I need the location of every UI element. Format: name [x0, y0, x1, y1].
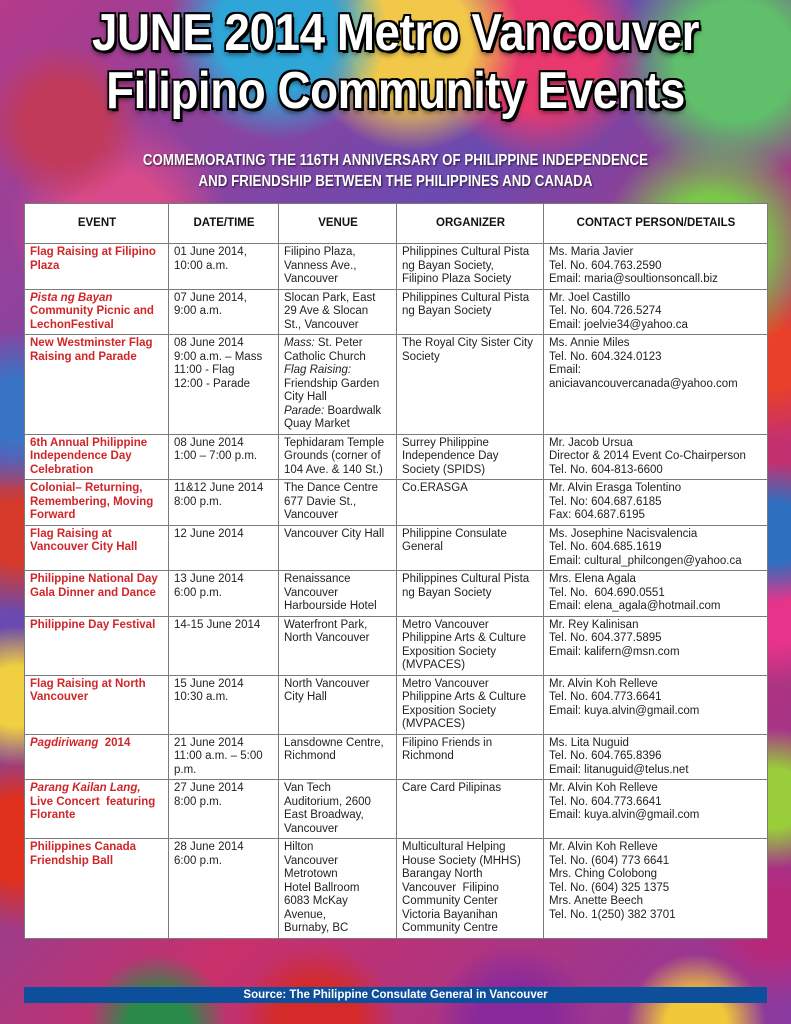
event-name-line: Celebration: [30, 463, 94, 476]
date-time-line: 12 June 2014: [174, 527, 244, 540]
title-line-1: JUNE 2014 Metro Vancouver: [91, 4, 700, 62]
table-body: [25, 244, 768, 939]
venue-label: Parade:: [284, 404, 325, 417]
contact-cell: [544, 335, 768, 435]
date-time-line: 14-15 June 2014: [174, 618, 261, 631]
table-row: [25, 675, 768, 734]
venue-cell: [279, 780, 397, 839]
contact-cell: [544, 616, 768, 675]
contact-cell: [544, 734, 768, 780]
contact-line: Mr. Joel Castillo: [549, 291, 631, 304]
contact-cell: [544, 525, 768, 571]
venue-text: Friendship Garden: [284, 377, 380, 390]
organizer-line: Society (SPIDS): [402, 463, 486, 476]
event-name-line: Vancouver City Hall: [30, 541, 138, 553]
venue-cell: [279, 675, 397, 734]
date-time-cell: [169, 780, 279, 839]
date-time-line: 10:30 a.m.: [174, 691, 229, 703]
event-name-cell: [25, 525, 169, 571]
contact-cell: [544, 434, 768, 480]
venue-cell: [279, 244, 397, 290]
title-line-2: Filipino Community Events: [106, 62, 685, 120]
event-name-line: 6th Annual Philippine: [30, 436, 148, 449]
venue-line: Van Tech: [284, 782, 331, 794]
organizer-line: Victoria Bayanihan: [402, 908, 498, 921]
table-row: [25, 480, 768, 526]
contact-line: Mrs. Elena Agala: [549, 573, 636, 585]
organizer-cell: [397, 616, 544, 675]
table-row: [25, 734, 768, 780]
date-time-line: 11:00 - Flag: [174, 364, 235, 376]
venue-line: Hilton: [284, 841, 314, 853]
contact-line: Tel. No. 604.765.8396: [549, 750, 662, 762]
contact-line: Ms. Lita Nuguid: [549, 736, 629, 749]
organizer-line: Philippine Consulate: [402, 527, 507, 540]
event-name-cell: [25, 839, 169, 939]
contact-line: Email: litanuguid@telus.net: [549, 763, 689, 776]
date-time-line: 12:00 - Parade: [174, 377, 251, 390]
table-row: [25, 839, 768, 939]
venue-line: Renaissance: [284, 573, 351, 585]
date-time-line: 9:00 a.m.: [174, 305, 222, 317]
organizer-line: Exposition Society: [402, 704, 496, 717]
organizer-line: Society: [402, 350, 440, 363]
organizer-cell: [397, 289, 544, 335]
contact-line: Mr. Alvin Koh Relleve: [549, 677, 658, 690]
date-time-cell: [169, 244, 279, 290]
organizer-line: Metro Vancouver: [402, 677, 489, 690]
venue-line: Filipino Plaza,: [284, 246, 356, 258]
event-name-line: Friendship Ball: [30, 854, 114, 867]
event-name-cell: [25, 434, 169, 480]
contact-cell: [544, 571, 768, 617]
organizer-cell: [397, 525, 544, 571]
organizer-line: House Society (MHHS): [402, 854, 521, 867]
contact-line: Ms. Josephine Nacisvalencia: [549, 527, 698, 540]
event-name-cell: [25, 571, 169, 617]
contact-line: Director & 2014 Event Co-Chairperson: [549, 450, 746, 462]
organizer-line: Barangay North: [402, 868, 483, 880]
event-name-line: Philippines Canada: [30, 841, 137, 853]
organizer-cell: [397, 734, 544, 780]
contact-cell: [544, 480, 768, 526]
organizer-line: Exposition Society: [402, 645, 496, 658]
date-time-cell: [169, 734, 279, 780]
venue-cell: [279, 434, 397, 480]
date-time-line: 1:00 – 7:00 p.m.: [174, 450, 258, 462]
venue-text: Quay Market: [284, 418, 350, 430]
contact-line: Email:: [549, 364, 581, 376]
contact-line: Tel. No. 1(250) 382 3701: [549, 908, 676, 921]
venue-line: Vanness Ave.,: [284, 259, 357, 272]
venue-cell: [279, 616, 397, 675]
organizer-line: Philippines Cultural Pista: [402, 246, 530, 258]
column-header-venue: VENUE: [279, 204, 397, 244]
venue-line: 29 Ave & Slocan: [284, 305, 369, 317]
event-name-cell: [25, 335, 169, 435]
date-time-cell: [169, 289, 279, 335]
date-time-cell: [169, 616, 279, 675]
date-time-line: 13 June 2014: [174, 573, 244, 585]
event-name-line: Philippine National Day: [30, 573, 158, 585]
date-time-line: 11&12 June 2014: [174, 482, 264, 494]
contact-line: Tel. No. (604) 773 6641: [549, 854, 670, 867]
contact-line: Email: cultural_philcongen@yahoo.ca: [549, 554, 742, 567]
organizer-line: Multicultural Helping: [402, 841, 506, 853]
contact-line: Mr. Rey Kalinisan: [549, 618, 639, 631]
venue-cell: [279, 734, 397, 780]
venue-line: 677 Davie St.,: [284, 495, 357, 508]
event-name-italic: Pista ng Bayan: [30, 291, 113, 304]
column-header-event: EVENT: [25, 204, 169, 244]
event-name-line: Plaza: [30, 259, 60, 272]
contact-line: Email: joelvie34@yahoo.ca: [549, 318, 688, 331]
contact-line: Mr. Alvin Koh Relleve: [549, 782, 658, 794]
organizer-line: General: [402, 541, 443, 553]
date-time-line: 08 June 2014: [174, 337, 244, 349]
date-time-line: 8:00 p.m.: [174, 795, 222, 808]
contact-line: Tel. No: 604.687.6185: [549, 495, 662, 508]
event-name-line: Vancouver: [30, 691, 89, 703]
source-footer: Source: The Philippine Consulate General in Vancouver: [24, 987, 767, 1003]
event-name-line: Florante: [30, 809, 76, 821]
venue-line: East Broadway,: [284, 809, 364, 821]
venue-text: St. Peter: [314, 337, 363, 349]
contact-cell: [544, 839, 768, 939]
organizer-line: Community Center: [402, 895, 498, 907]
venue-line: The Dance Centre: [284, 482, 378, 494]
event-name-line: LechonFestival: [30, 318, 114, 331]
organizer-line: (MVPACES): [402, 659, 466, 671]
contact-line: Mrs. Ching Colobong: [549, 868, 658, 880]
contact-line: Email: elena_agala@hotmail.com: [549, 600, 721, 612]
venue-line: Auditorium, 2600: [284, 795, 371, 808]
event-name-italic: Pagdiriwang: [30, 736, 99, 749]
event-name-line: 2014: [98, 736, 131, 749]
table-row: [25, 289, 768, 335]
venue-cell: [279, 289, 397, 335]
date-time-cell: [169, 335, 279, 435]
contact-line: Mr. Alvin Erasga Tolentino: [549, 482, 682, 494]
event-name-line: Flag Raising at North: [30, 677, 146, 690]
date-time-cell: [169, 675, 279, 734]
organizer-line: ng Bayan Society: [402, 586, 492, 599]
date-time-line: 28 June 2014: [174, 841, 244, 853]
venue-line: Hotel Ballroom: [284, 881, 360, 894]
venue-line: [284, 391, 392, 405]
venue-cell: [279, 335, 397, 435]
table-row: [25, 525, 768, 571]
venue-cell: [279, 571, 397, 617]
organizer-cell: [397, 480, 544, 526]
venue-line: Tephidaram Temple: [284, 436, 385, 449]
organizer-line: Surrey Philippine: [402, 436, 489, 449]
organizer-cell: [397, 780, 544, 839]
contact-line: Email: kalifern@msn.com: [549, 645, 680, 658]
contact-cell: [544, 780, 768, 839]
poster-title: [47, 4, 743, 120]
event-name-cell: [25, 734, 169, 780]
venue-line: [284, 337, 392, 351]
table-row: [25, 244, 768, 290]
event-name-line: New Westminster Flag: [30, 337, 153, 349]
contact-line: Ms. Annie Miles: [549, 337, 630, 349]
date-time-cell: [169, 839, 279, 939]
subtitle-line-2: AND FRIENDSHIP BETWEEN THE PHILIPPINES AND CANADA: [198, 173, 593, 190]
venue-line: Vancouver City Hall: [284, 527, 385, 540]
date-time-line: p.m.: [174, 763, 197, 776]
contact-line: Mrs. Anette Beech: [549, 895, 643, 907]
events-table: [24, 203, 768, 939]
event-name-cell: [25, 289, 169, 335]
organizer-line: Vancouver Filipino: [402, 881, 499, 894]
organizer-line: Filipino Plaza Society: [402, 273, 512, 285]
organizer-cell: [397, 571, 544, 617]
venue-line: Grounds (corner of: [284, 450, 381, 462]
venue-line: 6083 McKay: [284, 895, 348, 907]
venue-label: Flag Raising:: [284, 364, 352, 376]
organizer-line: Co.ERASGA: [402, 482, 468, 494]
event-name-line: Raising and Parade: [30, 350, 137, 363]
venue-line: Richmond: [284, 750, 336, 762]
venue-line: City Hall: [284, 691, 327, 703]
venue-line: Burnaby, BC: [284, 922, 349, 934]
venue-line: Avenue,: [284, 908, 326, 921]
organizer-line: ng Bayan Society: [402, 305, 492, 317]
organizer-cell: [397, 434, 544, 480]
venue-line: [284, 364, 392, 378]
venue-line: North Vancouver: [284, 677, 370, 690]
contact-line: Tel. No. 604.763.2590: [549, 259, 662, 272]
venue-line: Slocan Park, East: [284, 291, 376, 304]
date-time-line: 15 June 2014: [174, 677, 244, 690]
event-name-line: Philippine Day Festival: [30, 618, 156, 631]
venue-line: Harbourside Hotel: [284, 600, 377, 612]
table-header-row: [25, 204, 768, 244]
organizer-line: (MVPACES): [402, 718, 466, 730]
column-header-organizer: ORGANIZER: [397, 204, 544, 244]
date-time-line: 9:00 a.m. – Mass: [174, 350, 263, 363]
event-name-cell: [25, 616, 169, 675]
contact-line: Tel. No. 604.685.1619: [549, 541, 662, 553]
organizer-line: Philippine Arts & Culture: [402, 632, 527, 644]
date-time-line: 01 June 2014,: [174, 246, 247, 258]
date-time-cell: [169, 480, 279, 526]
organizer-cell: [397, 244, 544, 290]
contact-line: Email: kuya.alvin@gmail.com: [549, 704, 700, 717]
organizer-line: Philippine Arts & Culture: [402, 691, 527, 703]
venue-text: Boardwalk: [324, 404, 382, 417]
organizer-line: Philippines Cultural Pista: [402, 291, 530, 304]
poster-subtitle: [55, 150, 735, 192]
table-row: [25, 571, 768, 617]
venue-line: 104 Ave. & 140 St.): [284, 463, 383, 476]
venue-label: Mass:: [284, 337, 315, 349]
date-time-line: 6:00 p.m.: [174, 586, 222, 599]
organizer-line: Philippines Cultural Pista: [402, 573, 530, 585]
contact-line: Email: kuya.alvin@gmail.com: [549, 809, 700, 821]
venue-text: Catholic Church: [284, 350, 366, 363]
contact-line: Tel. No. 604.377.5895: [549, 632, 662, 644]
subtitle-line-1: COMMEMORATING THE 116TH ANNIVERSARY OF PHILIPPINE INDEPENDENCE: [142, 152, 649, 169]
date-time-line: 27 June 2014: [174, 782, 244, 794]
venue-line: Lansdowne Centre,: [284, 736, 384, 749]
venue-line: Vancouver: [284, 854, 339, 867]
organizer-cell: [397, 839, 544, 939]
date-time-line: 08 June 2014: [174, 436, 244, 449]
event-name-cell: [25, 780, 169, 839]
venue-line: Metrotown: [284, 868, 338, 880]
venue-line: Vancouver: [284, 509, 339, 521]
venue-line: [284, 418, 392, 432]
contact-line: Tel. No. (604) 325 1375: [549, 881, 670, 894]
event-name-cell: [25, 480, 169, 526]
contact-cell: [544, 675, 768, 734]
contact-line: Fax: 604.687.6195: [549, 509, 645, 521]
contact-line: Mr. Alvin Koh Relleve: [549, 841, 658, 853]
organizer-cell: [397, 675, 544, 734]
organizer-line: Richmond: [402, 750, 454, 762]
table-row: [25, 616, 768, 675]
organizer-cell: [397, 335, 544, 435]
organizer-line: Filipino Friends in: [402, 736, 493, 749]
organizer-line: Metro Vancouver: [402, 618, 489, 631]
date-time-line: 8:00 p.m.: [174, 495, 222, 508]
event-name-cell: [25, 244, 169, 290]
venue-line: [284, 405, 392, 419]
date-time-line: 11:00 a.m. – 5:00: [174, 750, 263, 762]
contact-line: aniciavancouvercanada@yahoo.com: [549, 377, 738, 390]
contact-line: Mr. Jacob Ursua: [549, 436, 633, 449]
event-name-line: Remembering, Moving: [30, 495, 154, 508]
event-name-cell: [25, 675, 169, 734]
date-time-line: 07 June 2014,: [174, 291, 247, 304]
venue-text: City Hall: [284, 391, 327, 403]
event-name-line: Independence Day: [30, 450, 132, 462]
venue-line: [284, 351, 392, 365]
event-name-line: Gala Dinner and Dance: [30, 586, 156, 599]
contact-line: Tel. No. 604.726.5274: [549, 305, 662, 317]
venue-cell: [279, 480, 397, 526]
date-time-line: 6:00 p.m.: [174, 854, 222, 867]
venue-line: North Vancouver: [284, 632, 370, 644]
event-name-line: Colonial– Returning,: [30, 482, 143, 494]
venue-line: [284, 378, 392, 392]
event-name-line: Flag Raising at Filipino: [30, 246, 156, 258]
contact-line: Tel. No. 604.690.0551: [549, 586, 665, 599]
table-row: [25, 780, 768, 839]
event-name-line: Community Picnic and: [30, 305, 154, 317]
date-time-line: 10:00 a.m.: [174, 259, 229, 272]
contact-line: Tel. No. 604-813-6600: [549, 463, 663, 476]
contact-line: Tel. No. 604.773.6641: [549, 795, 662, 808]
event-name-line: Forward: [30, 509, 76, 521]
event-name-line: Flag Raising at: [30, 527, 112, 540]
venue-line: Vancouver: [284, 586, 339, 599]
contact-cell: [544, 289, 768, 335]
venue-line: St., Vancouver: [284, 318, 359, 331]
venue-cell: [279, 839, 397, 939]
contact-cell: [544, 244, 768, 290]
date-time-cell: [169, 434, 279, 480]
date-time-line: 21 June 2014: [174, 736, 244, 749]
venue-cell: [279, 525, 397, 571]
table-row: [25, 434, 768, 480]
event-name-italic: Parang Kailan Lang,: [30, 782, 141, 794]
column-header-contact: CONTACT PERSON/DETAILS: [544, 204, 768, 244]
contact-line: Email: maria@soultionsoncall.biz: [549, 273, 718, 285]
organizer-line: ng Bayan Society,: [402, 259, 494, 272]
organizer-line: Community Centre: [402, 922, 498, 934]
date-time-cell: [169, 571, 279, 617]
table-row: [25, 335, 768, 435]
date-time-cell: [169, 525, 279, 571]
contact-line: Tel. No. 604.773.6641: [549, 691, 662, 703]
event-name-line: Live Concert featuring: [30, 795, 156, 808]
organizer-line: The Royal City Sister City: [402, 337, 534, 349]
venue-line: Waterfront Park,: [284, 618, 368, 631]
venue-line: Vancouver: [284, 273, 339, 285]
organizer-line: Independence Day: [402, 450, 499, 462]
contact-line: Ms. Maria Javier: [549, 246, 634, 258]
column-header-date-time: DATE/TIME: [169, 204, 279, 244]
contact-line: Tel. No. 604.324.0123: [549, 350, 662, 363]
organizer-line: Care Card Pilipinas: [402, 782, 502, 794]
venue-line: Vancouver: [284, 822, 339, 835]
